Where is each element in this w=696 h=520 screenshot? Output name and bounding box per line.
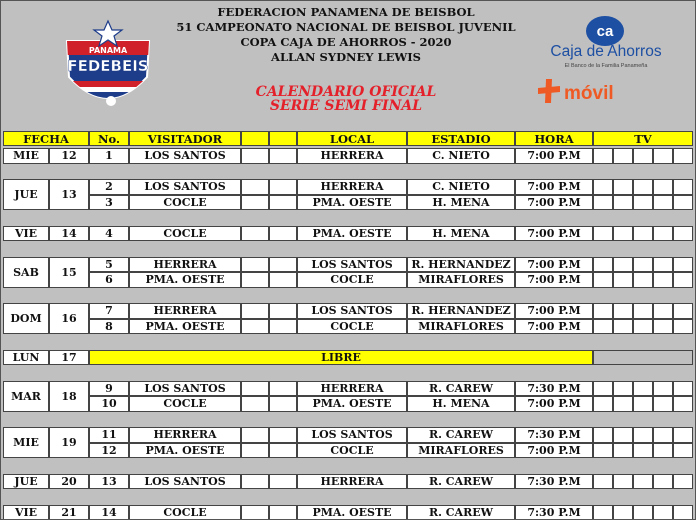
title-line-2: 51 CAMPEONATO NACIONAL DE BEISBOL JUVENIL [176,20,516,34]
game-time: 7:00 P.M [515,257,593,273]
blank-cell [241,427,269,443]
tv-cell [673,427,693,443]
fedebeis-logo [59,19,157,115]
tv-cell [593,381,613,397]
col-no: No. [89,131,129,146]
tv-cell [653,443,673,459]
game-time: 7:00 P.M [515,226,593,242]
tv-cell [633,319,653,335]
tv-cell [653,381,673,397]
game-number: 9 [89,381,129,397]
day-name: JUE [3,474,49,490]
game-number: 12 [89,443,129,459]
tv-cell [653,148,673,164]
game-time: 7:30 P.M [515,505,593,520]
stadium: R. CAREW [407,381,515,397]
day-name: SAB [3,257,49,288]
tv-cell [633,396,653,412]
visitor-team: LOS SANTOS [129,474,241,490]
game-number: 10 [89,396,129,412]
local-team: PMA. OESTE [297,505,407,520]
tv-cell [593,179,613,195]
tv-cell [673,443,693,459]
tv-cell [653,474,673,490]
game-time: 7:00 P.M [515,272,593,288]
blank-cell [241,319,269,335]
tv-cell [593,396,613,412]
game-number: 14 [89,505,129,520]
local-team: COCLE [297,443,407,459]
tv-cell [613,272,633,288]
day-date: 12 [49,148,89,164]
local-team: COCLE [297,319,407,335]
tv-cell [653,505,673,520]
tv-cell [613,381,633,397]
tv-cell [593,443,613,459]
blank-cell [269,474,297,490]
tv-cell [673,505,693,520]
local-team: HERRERA [297,381,407,397]
day-date: 17 [49,350,89,366]
visitor-team: COCLE [129,195,241,211]
blank-cell [241,226,269,242]
col-visitador: VISITADOR [129,131,241,146]
tv-cell [613,319,633,335]
logo-top-text: PANAMA [88,46,128,55]
visitor-team: LOS SANTOS [129,179,241,195]
day-date: 16 [49,303,89,334]
tv-cell [673,396,693,412]
blank-cell [269,443,297,459]
game-time: 7:00 P.M [515,303,593,319]
title-line-4: ALLAN SYDNEY LEWIS [271,50,421,64]
game-time: 7:00 P.M [515,195,593,211]
tv-cell [613,226,633,242]
tv-cell [593,505,613,520]
col-blank-2 [269,131,297,146]
game-time: 7:00 P.M [515,148,593,164]
local-team: PMA. OESTE [297,195,407,211]
day-date: 15 [49,257,89,288]
local-team: LOS SANTOS [297,257,407,273]
visitor-team: COCLE [129,505,241,520]
col-hora: HORA [515,131,593,146]
day-name: DOM [3,303,49,334]
tv-cell [633,427,653,443]
day-name: JUE [3,179,49,210]
tv-cell [633,148,653,164]
header-banner [1,1,695,129]
day-date: 21 [49,505,89,520]
game-number: 7 [89,303,129,319]
tv-cell [653,226,673,242]
visitor-team: PMA. OESTE [129,272,241,288]
blank-cell [241,505,269,520]
tv-cell [653,195,673,211]
visitor-team: HERRERA [129,303,241,319]
game-time: 7:00 P.M [515,443,593,459]
visitor-team: PMA. OESTE [129,443,241,459]
tv-cell [653,396,673,412]
col-fecha: FECHA [3,131,89,146]
game-time: 7:30 P.M [515,381,593,397]
tv-blank [593,350,693,366]
movil-brand-text: móvil [564,83,614,104]
local-team: LOS SANTOS [297,303,407,319]
tv-cell [673,474,693,490]
stadium: MIRAFLORES [407,319,515,335]
tv-cell [653,257,673,273]
game-time: 7:00 P.M [515,179,593,195]
blank-cell [269,257,297,273]
stadium: R. CAREW [407,427,515,443]
tv-cell [653,427,673,443]
brand-mark-text: ca [596,23,614,40]
stadium: C. NIETO [407,148,515,164]
tv-cell [593,195,613,211]
col-estadio: ESTADIO [407,131,515,146]
stadium: H. MENA [407,195,515,211]
stadium: R. HERNANDEZ [407,257,515,273]
tv-cell [673,226,693,242]
visitor-team: LOS SANTOS [129,381,241,397]
tv-cell [673,195,693,211]
tv-cell [593,148,613,164]
local-team: HERRERA [297,474,407,490]
blank-cell [269,505,297,520]
tv-cell [633,272,653,288]
blank-cell [269,427,297,443]
tv-cell [653,303,673,319]
tv-cell [653,179,673,195]
logo-main-text: FEDEBEIS [67,57,149,75]
local-team: COCLE [297,272,407,288]
game-number: 5 [89,257,129,273]
local-team: HERRERA [297,179,407,195]
blank-cell [269,396,297,412]
local-team: LOS SANTOS [297,427,407,443]
libre-banner: LIBRE [89,350,593,366]
local-team: PMA. OESTE [297,396,407,412]
blank-cell [241,396,269,412]
tv-cell [593,257,613,273]
tv-cell [633,381,653,397]
tv-cell [633,179,653,195]
blank-cell [269,179,297,195]
tv-cell [593,303,613,319]
game-number: 11 [89,427,129,443]
stadium: R. HERNANDEZ [407,303,515,319]
col-local: LOCAL [297,131,407,146]
day-name: MIE [3,427,49,458]
game-number: 2 [89,179,129,195]
sponsor-tagline: El Banco de la Familia Panameña [564,63,648,69]
tv-cell [613,474,633,490]
game-time: 7:30 P.M [515,427,593,443]
day-name: VIE [3,505,49,520]
stadium: MIRAFLORES [407,272,515,288]
visitor-team: HERRERA [129,257,241,273]
calendar-title: CALENDARIO OFICIAL [255,84,437,100]
tv-cell [613,148,633,164]
tv-cell [633,474,653,490]
tv-cell [593,272,613,288]
game-number: 1 [89,148,129,164]
game-time: 7:00 P.M [515,396,593,412]
day-name: VIE [3,226,49,242]
tv-cell [673,319,693,335]
blank-cell [241,195,269,211]
day-name: LUN [3,350,49,366]
blank-cell [241,148,269,164]
tv-cell [613,396,633,412]
blank-cell [241,303,269,319]
tv-cell [673,257,693,273]
game-number: 8 [89,319,129,335]
tv-cell [613,505,633,520]
tv-cell [673,272,693,288]
blank-cell [241,474,269,490]
stadium: R. CAREW [407,505,515,520]
title-line-1: FEDERACION PANAMENA DE BEISBOL [217,5,475,19]
stadium: H. MENA [407,226,515,242]
blank-cell [269,381,297,397]
tv-cell [593,319,613,335]
tv-cell [633,226,653,242]
tv-cell [633,505,653,520]
visitor-team: COCLE [129,396,241,412]
day-name: MAR [3,381,49,412]
tv-cell [633,257,653,273]
tv-cell [673,148,693,164]
tv-cell [613,195,633,211]
game-time: 7:00 P.M [515,319,593,335]
table-header-row [1,131,695,146]
day-date: 20 [49,474,89,490]
tv-cell [613,427,633,443]
local-team: HERRERA [297,148,407,164]
calendar-subtitle: SERIE SEMI FINAL [269,98,423,114]
visitor-team: LOS SANTOS [129,148,241,164]
stadium: C. NIETO [407,179,515,195]
game-number: 13 [89,474,129,490]
stadium: R. CAREW [407,474,515,490]
stadium: MIRAFLORES [407,443,515,459]
blank-cell [269,303,297,319]
day-date: 19 [49,427,89,458]
tv-cell [593,427,613,443]
movil-plus-icon [534,77,564,105]
local-team: PMA. OESTE [297,226,407,242]
tv-cell [593,474,613,490]
game-number: 6 [89,272,129,288]
blank-cell [241,272,269,288]
sponsor-name: Caja de Ahorros [550,43,662,60]
col-blank-1 [241,131,269,146]
tv-cell [673,303,693,319]
tv-cell [633,195,653,211]
day-date: 18 [49,381,89,412]
day-date: 13 [49,179,89,210]
game-number: 4 [89,226,129,242]
tv-cell [633,443,653,459]
visitor-team: COCLE [129,226,241,242]
day-date: 14 [49,226,89,242]
blank-cell [269,272,297,288]
tv-cell [653,319,673,335]
blank-cell [241,179,269,195]
blank-cell [269,148,297,164]
game-number: 3 [89,195,129,211]
tv-cell [613,303,633,319]
day-name: MIE [3,148,49,164]
tv-cell [633,303,653,319]
blank-cell [241,443,269,459]
blank-cell [241,381,269,397]
tv-cell [613,179,633,195]
blank-cell [269,195,297,211]
blank-cell [241,257,269,273]
blank-cell [269,319,297,335]
blank-cell [269,226,297,242]
game-time: 7:30 P.M [515,474,593,490]
stadium: H. MENA [407,396,515,412]
tv-cell [613,257,633,273]
tv-cell [673,381,693,397]
tv-cell [653,272,673,288]
title-line-3: COPA CAJA DE AHORROS - 2020 [240,35,452,49]
visitor-team: PMA. OESTE [129,319,241,335]
tv-cell [613,443,633,459]
col-tv: TV [593,131,693,146]
visitor-team: HERRERA [129,427,241,443]
tv-cell [673,179,693,195]
tv-cell [593,226,613,242]
